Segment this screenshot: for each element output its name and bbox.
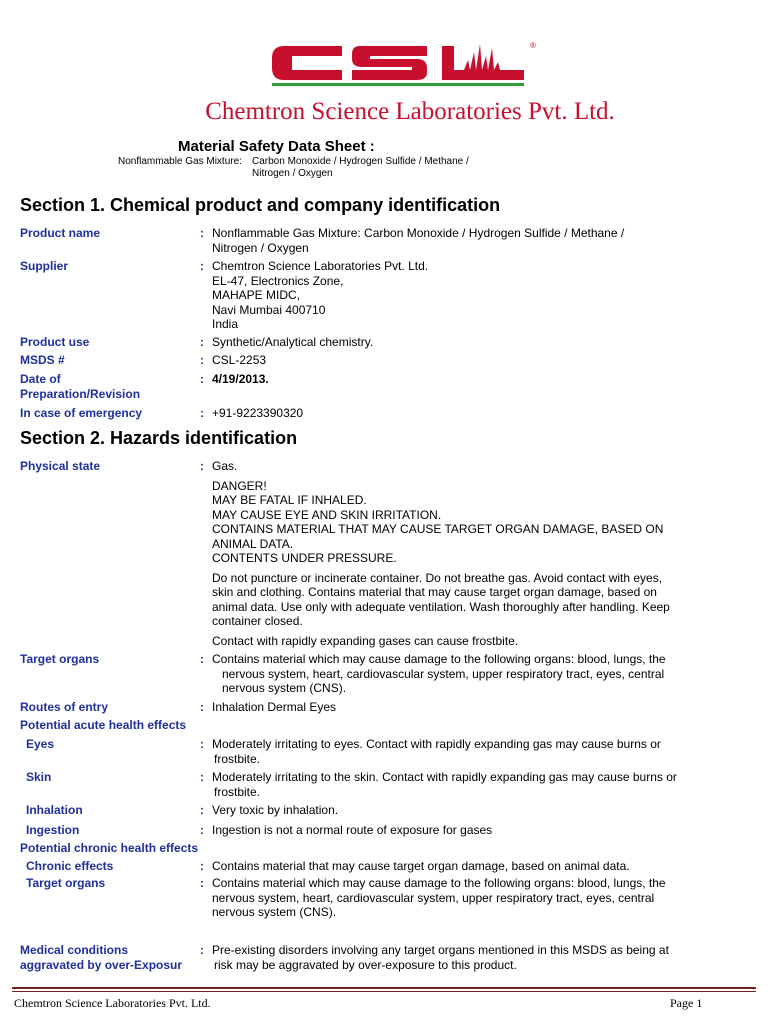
footer-rule-thin bbox=[12, 991, 756, 992]
target-organs-value: Contains material which may cause damage to the following organs: blood, lungs, the nervous system, heart, cardiovascular system, upper respiratory tract, eyes, central nervous system (CNS). bbox=[212, 652, 666, 695]
routes-value: Inhalation Dermal Eyes bbox=[212, 700, 337, 714]
msds-label: MSDS # bbox=[20, 353, 65, 367]
inhalation-label: Inhalation bbox=[26, 803, 83, 817]
physical-state-label: Physical state bbox=[20, 459, 101, 473]
csl-logo bbox=[262, 38, 552, 88]
footer-company: Chemtron Science Laboratories Pvt. Ltd. bbox=[14, 996, 211, 1010]
product-use-label: Product use bbox=[20, 335, 90, 349]
eyes-label: Eyes bbox=[26, 737, 55, 751]
product-name-value: Nonflammable Gas Mixture: Carbon Monoxide / Hydrogen Sulfide / Methane / Nitrogen / Oxygen bbox=[212, 226, 625, 255]
msds-value: CSL-2253 bbox=[212, 353, 267, 367]
company-title: Chemtron Science Laboratories Pvt. Ltd. bbox=[205, 98, 615, 125]
skin-label: Skin bbox=[26, 770, 52, 784]
sheet-title: Material Safety Data Sheet : bbox=[178, 138, 375, 155]
date-value: 4/19/2013. bbox=[212, 372, 269, 386]
target-organs-label: Target organs bbox=[20, 652, 100, 666]
section1-heading: Section 1. Chemical product and company identification bbox=[20, 195, 501, 215]
chronic-target-value: Contains material which may cause damage to the following organs: blood, lungs, the nervous system, heart, cardiovascular system, upper respiratory tract, eyes, central nervous system (CNS). bbox=[212, 876, 666, 919]
product-use-value: Synthetic/Analytical chemistry. bbox=[212, 335, 374, 349]
mixture-value: Carbon Monoxide / Hydrogen Sulfide / Methane / Nitrogen / Oxygen bbox=[252, 156, 469, 179]
acute-effects-label: Potential acute health effects bbox=[20, 718, 187, 732]
emergency-value: +91-9223390320 bbox=[212, 406, 304, 420]
eyes-value: Moderately irritating to eyes. Contact with rapidly expanding gas may cause burns or frostbite. bbox=[212, 737, 661, 766]
chronic-target-label: Target organs bbox=[26, 876, 106, 890]
mixture-label: Nonflammable Gas Mixture: bbox=[118, 156, 242, 167]
medical-value: Pre-existing disorders involving any target organs mentioned in this MSDS as being at risk may be aggravated by over-exposure to this product. bbox=[212, 943, 669, 972]
inhalation-value: Very toxic by inhalation. bbox=[212, 803, 339, 817]
section2-heading: Section 2. Hazards identification bbox=[20, 428, 298, 448]
supplier-value: Chemtron Science Laboratories Pvt. Ltd. EL-47, Electronics Zone, MAHAPE MIDC, Navi Mumbai 400710 India bbox=[212, 259, 429, 331]
chronic-effects-value: Contains material that may cause target organ damage, based on animal data. bbox=[212, 859, 630, 873]
emergency-label: In case of emergency bbox=[20, 406, 143, 420]
date-label: Date of Preparation/Revision bbox=[20, 372, 141, 401]
supplier-label: Supplier bbox=[20, 259, 69, 273]
page-number: Page 1 bbox=[670, 996, 703, 1010]
skin-value: Moderately irritating to the skin. Contact with rapidly expanding gas may cause burns or frostbite. bbox=[212, 770, 677, 799]
physical-state-value: Gas. DANGER! MAY BE FATAL IF INHALED. MAY CAUSE EYE AND SKIN IRRITATION. CONTAINS MATERIAL THAT MAY CAUSE TARGET ORGAN DAMAGE, BASED ON ANIMAL DATA. CONTENTS UNDER PRESSURE. Do not puncture or incinerate container. Do not breathe gas. Avoid contact with eyes, skin and clothing. Contains material that may cause target organ damage, based on animal data. Use only with adequate ventilation. Wash thoroughly after handling. Keep container closed. Contact with rapidly expanding gases can cause frostbite. bbox=[212, 459, 670, 648]
routes-label: Routes of entry bbox=[20, 700, 109, 714]
ingestion-value: Ingestion is not a normal route of exposure for gases bbox=[212, 823, 493, 837]
footer-rule bbox=[12, 987, 756, 989]
chronic-effects-label: Chronic effects bbox=[26, 859, 114, 873]
medical-label: Medical conditions aggravated by over-Exposur bbox=[20, 943, 183, 972]
chronic-effects-heading: Potential chronic health effects bbox=[20, 841, 199, 855]
product-name-label: Product name bbox=[20, 226, 101, 240]
svg-text:®: ® bbox=[530, 41, 536, 50]
ingestion-label: Ingestion bbox=[26, 823, 80, 837]
